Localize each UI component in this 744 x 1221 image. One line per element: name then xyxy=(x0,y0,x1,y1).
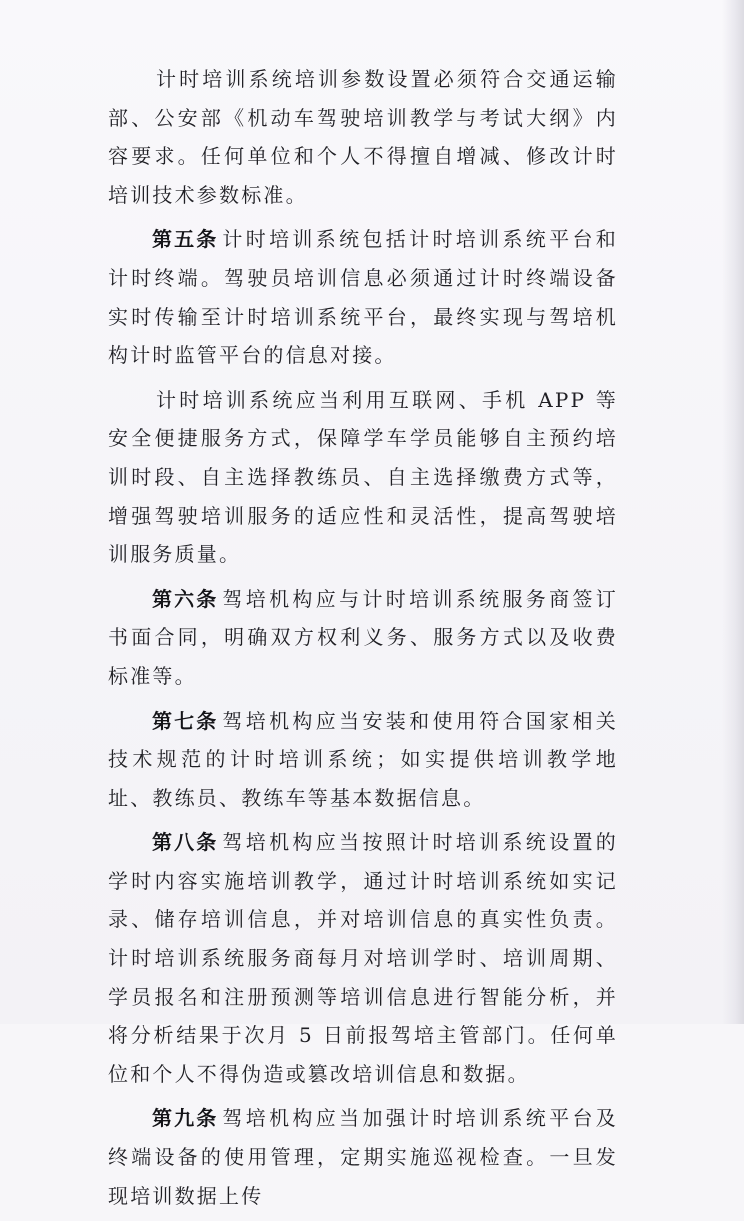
page-edge-shadow xyxy=(722,0,744,1024)
paragraph-text: 驾培机构应与计时培训系统服务商签订书面合同，明确双方权利义务、服务方式以及收费标准等。 xyxy=(108,586,619,688)
paragraph-service-methods xyxy=(108,381,618,574)
paragraph-text: 驾培机构应当安装和使用符合国家相关技术规范的计时培训系统；如实提供培训教学地址、教练员、教练车等基本数据信息。 xyxy=(108,708,619,810)
article-number: 第六条 xyxy=(152,586,219,611)
article-number: 第五条 xyxy=(152,227,219,252)
paragraph-article-8 xyxy=(108,823,618,1093)
paragraph-article-7 xyxy=(108,702,618,818)
paragraph-text: 计时培训系统培训参数设置必须符合交通运输部、公安部《机动车驾驶培训教学与考试大纲》内容要求。任何单位和个人不得擅自增减、修改计时培训技术参数标准。 xyxy=(108,67,618,207)
paragraph-text: 计时培训系统包括计时培训系统平台和计时终端。驾驶员培训信息必须通过计时终端设备实时传输至计时培训系统平台，最终实现与驾培机构计时监管平台的信息对接。 xyxy=(108,227,619,368)
document-body xyxy=(108,60,618,1221)
paragraph-article-9 xyxy=(108,1099,618,1215)
paragraph-text: 计时培训系统应当利用互联网、手机 APP 等安全便捷服务方式，保障学车学员能够自主预约培训时段、自主选择教练员、自主选择缴费方式等，增强驾驶培训服务的适应性和灵活性，提高驾驶培训服务质量。 xyxy=(108,387,618,567)
article-number: 第七条 xyxy=(152,708,219,733)
paragraph-article-5 xyxy=(108,220,618,374)
article-number: 第八条 xyxy=(152,830,219,855)
paragraph-text: 驾培机构应当按照计时培训系统设置的学时内容实施培训教学，通过计时培训系统如实记录、储存培训信息，并对培训信息的真实性负责。计时培训系统服务商每月对培训学时、培训周期、学员报名和注册预测等培训信息进行智能分析，并将分析结果于次月 5 日前报驾培主管部门。任何单位和个人不得伪造或篡改培训信息和数据。 xyxy=(108,830,619,1086)
paragraph-params-requirement xyxy=(108,60,618,214)
paragraph-text: 驾培机构应当加强计时培训系统平台及终端设备的使用管理，定期实施巡视检查。一旦发现培训数据上传 xyxy=(108,1106,619,1208)
article-number: 第九条 xyxy=(152,1106,219,1131)
paragraph-article-6 xyxy=(108,580,618,696)
